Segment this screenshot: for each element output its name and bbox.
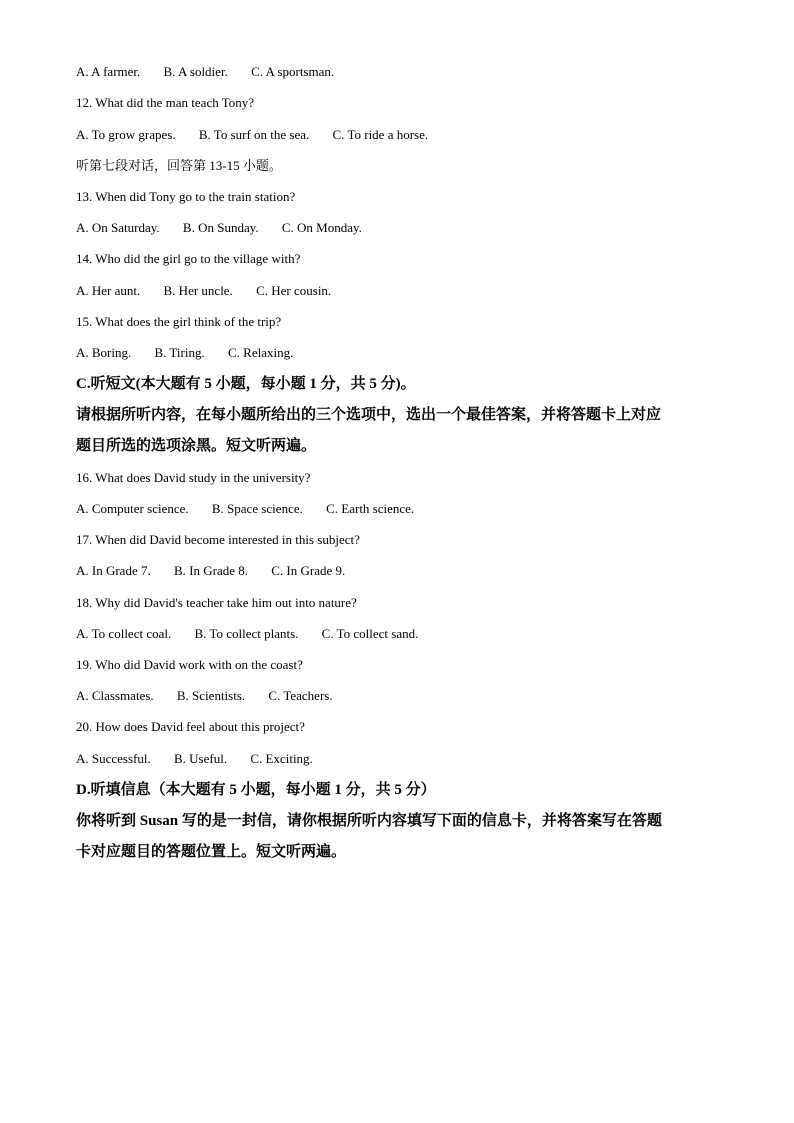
q16-options: [76, 500, 414, 518]
q19-question: 19. Who did David work with on the coast?: [76, 657, 303, 672]
q15-option-a: A. Boring.: [76, 345, 132, 360]
q13-options: [76, 219, 362, 237]
q15-option-b: B. Tiring.: [154, 345, 205, 360]
q18-option-b: B. To collect plants.: [194, 626, 299, 641]
q17-option-c: C. In Grade 9.: [271, 563, 346, 578]
q18-options: [76, 625, 418, 643]
q15-options: [76, 344, 293, 362]
q15-option-c: C. Relaxing.: [227, 345, 294, 360]
q17-option-b: B. In Grade 8.: [173, 563, 248, 578]
q11-option-a: A. A farmer.: [76, 64, 141, 79]
q12-option-c: C. To ride a horse.: [332, 127, 429, 142]
q18-question: 18. Why did David's teacher take him out into nature?: [76, 595, 357, 610]
q13-question: 13. When did Tony go to the train station?: [76, 189, 296, 204]
q14-option-a: A. Her aunt.: [76, 283, 141, 298]
q16-option-a: A. Computer science.: [76, 501, 189, 516]
q16-option-b: B. Space science.: [211, 501, 303, 516]
q13-option-b: B. On Sunday.: [182, 220, 259, 235]
q17-options: [76, 562, 345, 580]
q19-option-c: C. Teachers.: [268, 688, 333, 703]
q17-option-a: A. In Grade 7.: [76, 563, 151, 578]
q13-option-a: A. On Saturday.: [76, 220, 160, 235]
section-c-heading: C.听短文(本大题有 5 小题，每小题 1 分，共 5 分)。: [76, 376, 416, 392]
q16-question: 16. What does David study in the university?: [76, 470, 311, 485]
dialogue-7-instruction: 听第七段对话，回答第 13-15 小题。: [76, 158, 282, 173]
q13-option-c: C. On Monday.: [281, 220, 362, 235]
q12-option-a: A. To grow grapes.: [76, 127, 176, 142]
section-d-instruction-line2: 卡对应题目的答题位置上。短文听两遍。: [76, 844, 347, 860]
q14-question: 14. Who did the girl go to the village with?: [76, 251, 301, 266]
section-c-instruction-line1: 请根据所听内容，在每小题所给出的三个选项中，选出一个最佳答案，并将答题卡上对应: [76, 407, 662, 423]
q16-option-c: C. Earth science.: [326, 501, 415, 516]
q12-option-b: B. To surf on the sea.: [198, 127, 310, 142]
q19-option-a: A. Classmates.: [76, 688, 154, 703]
q11-options: [76, 63, 334, 81]
q19-options: [76, 687, 333, 705]
q19-option-b: B. Scientists.: [176, 688, 246, 703]
q12-question: 12. What did the man teach Tony?: [76, 95, 255, 110]
q11-option-b: B. A soldier.: [163, 64, 228, 79]
q17-question: 17. When did David become interested in this subject?: [76, 532, 360, 547]
q12-options: [76, 126, 428, 144]
q20-option-b: B. Useful.: [174, 751, 228, 766]
q14-options: [76, 282, 331, 300]
q15-question: 15. What does the girl think of the trip?: [76, 314, 282, 329]
q18-option-c: C. To collect sand.: [321, 626, 419, 641]
section-d-instruction-line1: 你将听到 Susan 写的是一封信，请你根据所听内容填写下面的信息卡，并将答案写在答题: [76, 813, 662, 829]
q20-option-c: C. Exciting.: [250, 751, 313, 766]
section-c-instruction-line2: 题目所选的选项涂黑。短文听两遍。: [76, 438, 317, 454]
q18-option-a: A. To collect coal.: [76, 626, 172, 641]
q11-option-c: C. A sportsman.: [251, 64, 335, 79]
q14-option-c: C. Her cousin.: [256, 283, 332, 298]
section-d-heading: D.听填信息（本大题有 5 小题，每小题 1 分，共 5 分）: [76, 782, 436, 798]
q20-options: [76, 750, 313, 768]
q20-option-a: A. Successful.: [76, 751, 151, 766]
q14-option-b: B. Her uncle.: [163, 283, 233, 298]
q20-question: 20. How does David feel about this project?: [76, 719, 305, 734]
